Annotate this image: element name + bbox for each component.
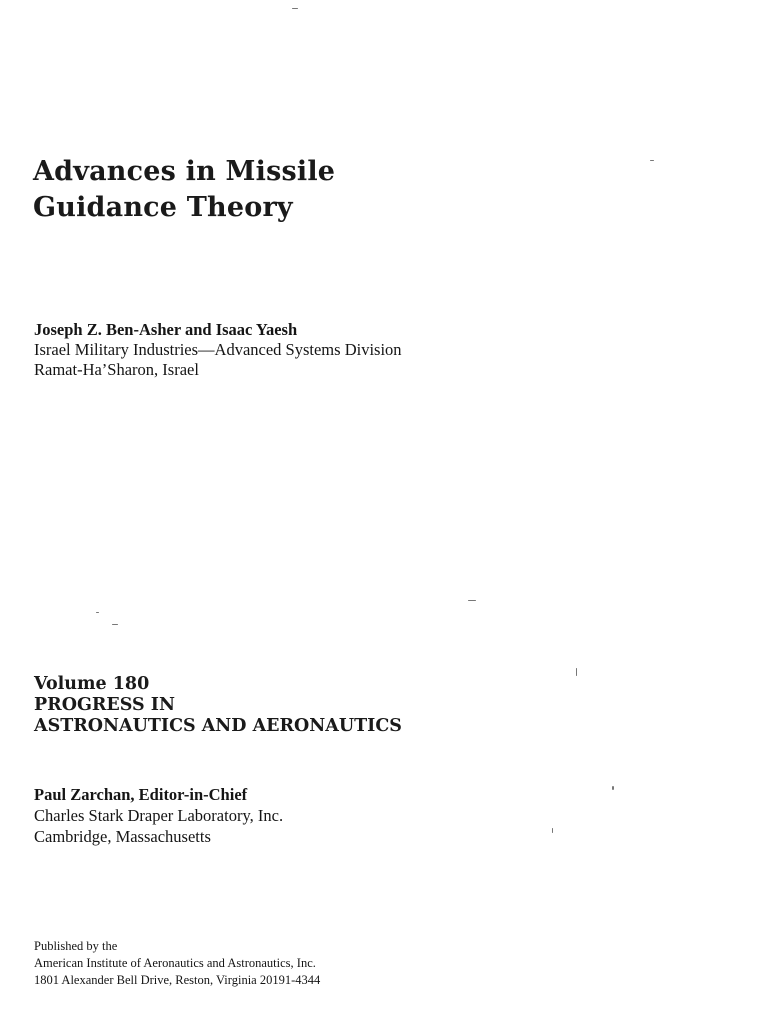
author-names: Joseph Z. Ben-Asher and Isaac Yaesh xyxy=(34,320,298,339)
series-block xyxy=(34,674,402,737)
publisher-name: American Institute of Aeronautics and Astronautics, Inc. xyxy=(34,956,316,970)
scan-speck xyxy=(650,160,654,161)
book-title xyxy=(33,154,335,226)
author-affiliation: Israel Military Industries—Advanced Systems Division xyxy=(34,340,402,359)
editor-block xyxy=(34,784,283,847)
author-block xyxy=(34,320,402,380)
publisher-address: 1801 Alexander Bell Drive, Reston, Virginia 20191-4344 xyxy=(34,973,321,987)
scan-speck xyxy=(96,612,99,613)
scan-speck xyxy=(292,8,298,9)
scan-speck xyxy=(552,828,553,833)
editor-organization: Charles Stark Draper Laboratory, Inc. xyxy=(34,806,284,825)
author-location: Ramat-Ha’Sharon, Israel xyxy=(34,360,199,379)
publisher-intro: Published by the xyxy=(34,939,118,953)
series-title-line-2: ASTRONAUTICS AND AERONAUTICS xyxy=(34,716,402,736)
scan-speck xyxy=(612,786,614,790)
volume-number: Volume 180 xyxy=(34,674,150,694)
book-title-line-1: Advances in Missile xyxy=(33,156,336,187)
book-title-line-2: Guidance Theory xyxy=(33,192,293,223)
scan-speck xyxy=(576,668,577,676)
scan-speck xyxy=(112,624,118,625)
editor-name: Paul Zarchan, Editor-in-Chief xyxy=(34,785,248,804)
scan-speck xyxy=(468,600,476,601)
series-title-line-1: PROGRESS IN xyxy=(34,695,175,715)
editor-location: Cambridge, Massachusetts xyxy=(34,827,211,846)
publisher-block xyxy=(34,938,320,989)
